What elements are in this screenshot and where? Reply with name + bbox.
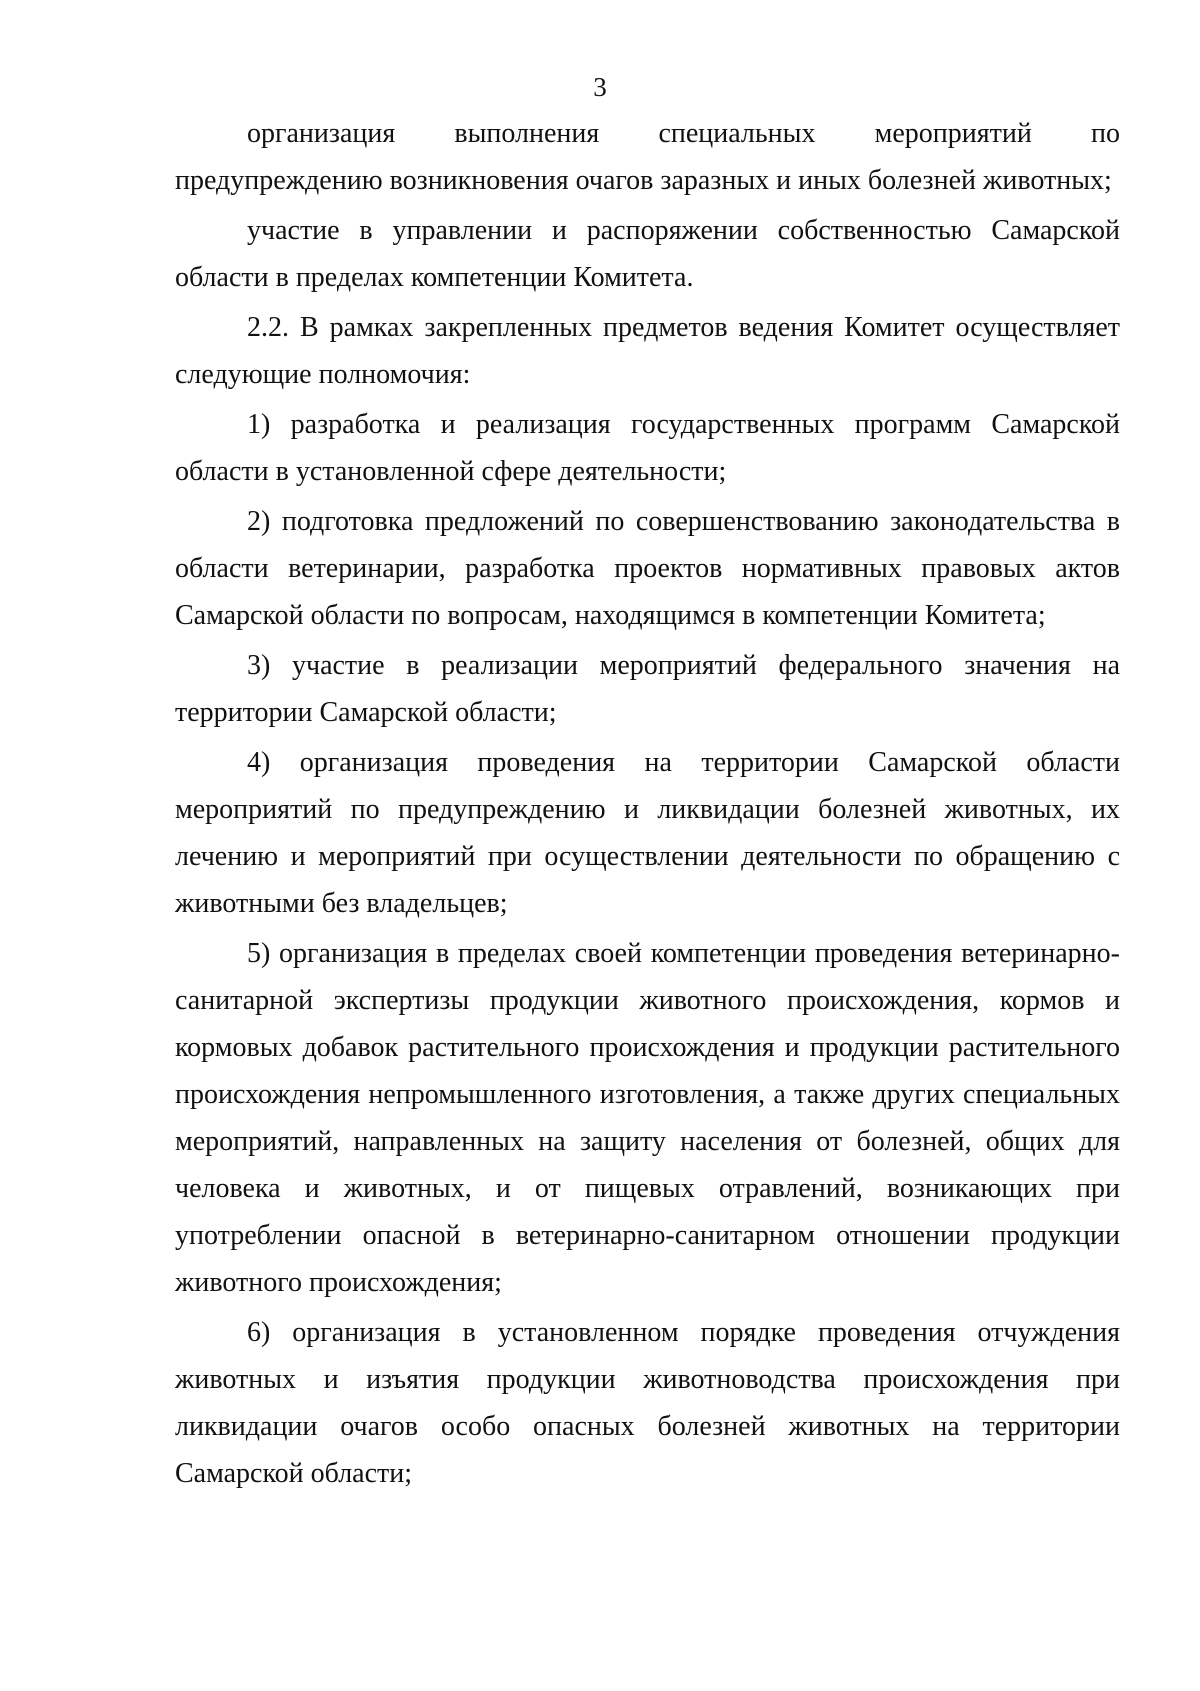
list-item-4: 4) организация проведения на территории Самарской области мероприятий по предупреждению и ликвидации болезней животных, их лечению и мероприятий при осуществлении деятельности по обращению с животными без владельцев;: [175, 747, 1120, 919]
paragraph-property-management: участие в управлении и распоряжении собственностью Самарской области в пределах компетенции Комитета.: [175, 215, 1120, 293]
paragraph-section-2-2: 2.2. В рамках закрепленных предметов ведения Комитет осуществляет следующие полномочия:: [175, 312, 1120, 390]
list-item-3: 3) участие в реализации мероприятий федерального значения на территории Самарской области;: [175, 650, 1120, 728]
list-item-5: 5) организация в пределах своей компетенции проведения ветеринарно-санитарной экспертизы продукции животного происхождения, кормов и кормовых добавок растительного происхождения и продукции растительного происхождения непромышленного изготовления, а также других специальных мероприятий, направленных на защиту населения от болезней, общих для человека и животных, и от пищевых отравлений, возникающих при употреблении опасной в ветеринарно-санитарном отношении продукции животного происхождения;: [175, 938, 1120, 1298]
list-item-6: 6) организация в установленном порядке проведения отчуждения животных и изъятия продукции животноводства происхождения при ликвидации очагов особо опасных болезней животных на территории Самарской области;: [175, 1317, 1120, 1489]
document-body: [175, 110, 1120, 1500]
list-item-2: 2) подготовка предложений по совершенствованию законодательства в области ветеринарии, разработка проектов нормативных правовых актов Самарской области по вопросам, находящимся в компетенции Комитета;: [175, 506, 1120, 631]
page-number: 3: [593, 72, 607, 102]
paragraph-special-measures: организация выполнения специальных мероприятий по предупреждению возникновения очагов заразных и иных болезней животных;: [175, 118, 1120, 196]
list-item-1: 1) разработка и реализация государственных программ Самарской области в установленной сфере деятельности;: [175, 409, 1120, 487]
